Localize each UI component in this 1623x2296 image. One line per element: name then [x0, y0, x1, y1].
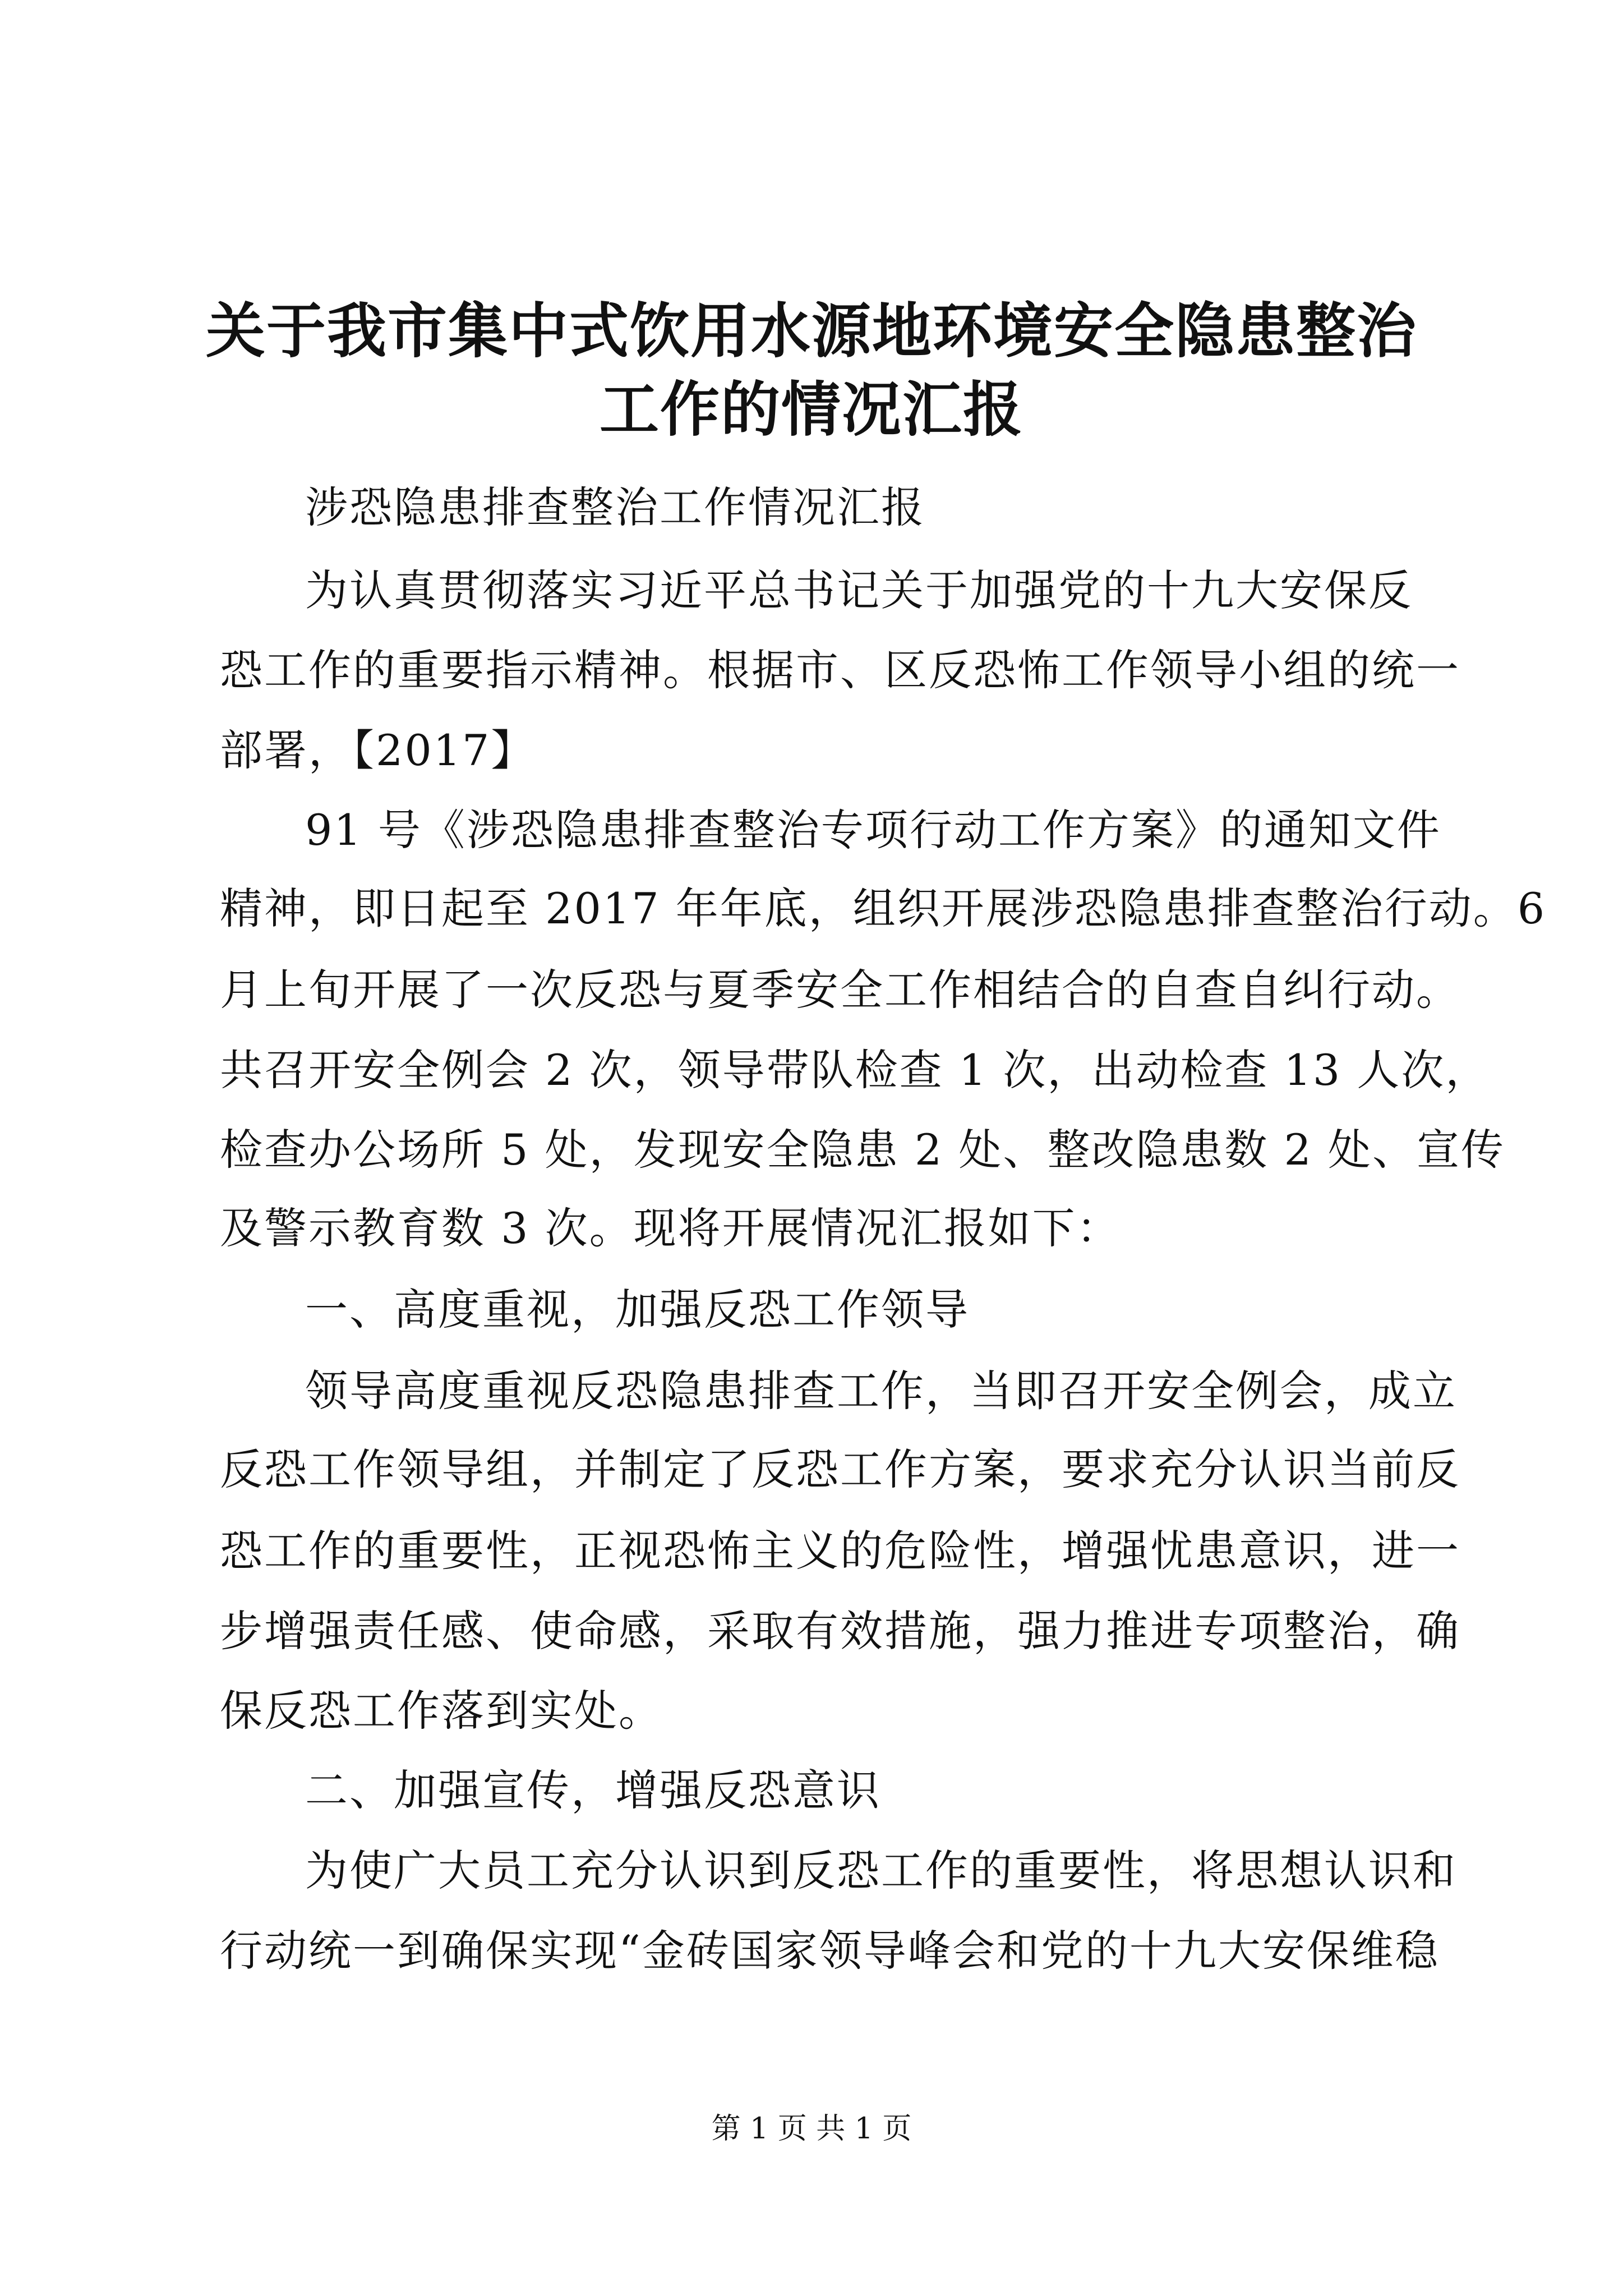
page-footer: 第 1 页 共 1 页	[711, 2112, 912, 2146]
body-line: 步增强责任感、使命感，采取有效措施，强力推进专项整治，确	[220, 1606, 1460, 1656]
body-line: 检查办公场所 5 处，发现安全隐患 2 处、整改隐患数 2 处、宣传	[220, 1125, 1506, 1175]
body-line: 共召开安全例会 2 次，领导带队检查 1 次，出动检查 13 人次，	[220, 1045, 1490, 1095]
body-line: 领导高度重视反恐隐患排查工作，当即召开安全例会，成立	[305, 1366, 1457, 1416]
section-heading-2: 二、加强宣传，增强反恐意识	[305, 1765, 881, 1815]
body-line: 精神，即日起至 2017 年年底，组织开展涉恐隐患排查整治行动。6	[220, 884, 1547, 933]
section-heading-1: 一、高度重视，加强反恐工作领导	[305, 1285, 970, 1335]
document-title-line-2: 工作的情况汇报	[600, 374, 1023, 444]
body-line: 及警示教育数 3 次。现将开展情况汇报如下：	[220, 1203, 1121, 1253]
body-line: 月上旬开展了一次反恐与夏季安全工作相结合的自查自纠行动。	[220, 965, 1460, 1015]
body-line: 为使广大员工充分认识到反恐工作的重要性，将思想认识和	[305, 1846, 1457, 1895]
body-line: 保反恐工作落到实处。	[220, 1686, 663, 1736]
body-line: 反恐工作领导组，并制定了反恐工作方案，要求充分认识当前反	[220, 1444, 1460, 1494]
body-line: 行动统一到确保实现“金砖国家领导峰会和党的十九大安保维稳	[220, 1926, 1440, 1976]
body-line: 恐工作的重要指示精神。根据市、区反恐怖工作领导小组的统一	[220, 645, 1460, 695]
body-line: 恐工作的重要性，正视恐怖主义的危险性，增强忧患意识，进一	[220, 1526, 1460, 1576]
body-line: 91 号《涉恐隐患排查整治专项行动工作方案》的通知文件	[305, 805, 1441, 855]
body-line: 为认真贯彻落实习近平总书记关于加强党的十九大安保反	[305, 565, 1413, 615]
body-line: 部署，【2017】	[220, 725, 536, 775]
subtitle-line: 涉恐隐患排查整治工作情况汇报	[305, 482, 925, 532]
document-title-line-1: 关于我市集中式饮用水源地环境安全隐患整治	[206, 296, 1417, 366]
